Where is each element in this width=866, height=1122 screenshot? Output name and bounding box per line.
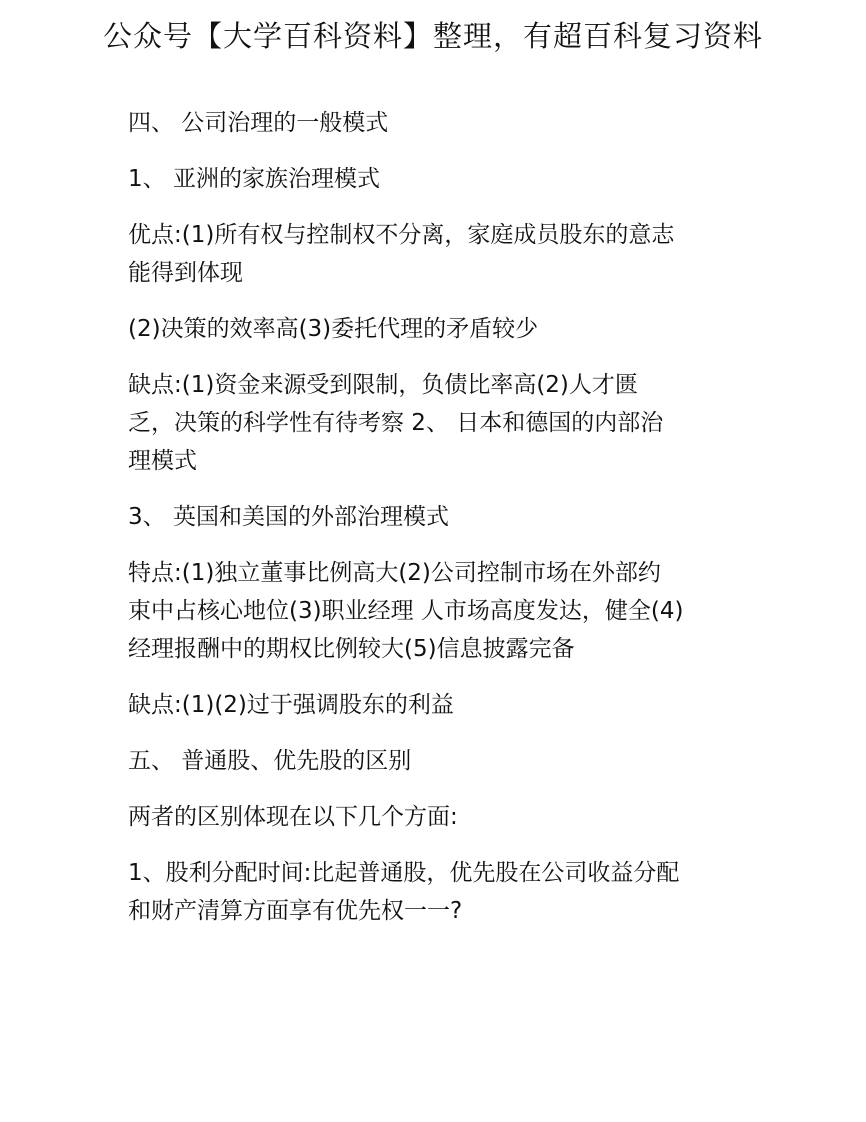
text-line: (2)决策的效率高(3)委托代理的矛盾较少: [128, 316, 539, 342]
text-line: 3、 英国和美国的外部治理模式: [128, 504, 449, 530]
text-line: 五、 普通股、优先股的区别: [128, 748, 412, 774]
subheading-uk-us-external-model: [128, 498, 768, 536]
text-line: 经理报酬中的期权比例较大(5)信息披露完备: [128, 636, 575, 662]
paragraph-features: [128, 554, 768, 668]
text-line: 能得到体现: [128, 260, 243, 286]
text-line: 缺点:(1)资金来源受到限制，负债比率高(2)人才匮: [128, 372, 638, 398]
text-line: 理模式: [128, 448, 197, 474]
subheading-asian-family-model: [128, 160, 768, 198]
paragraph-advantages: [128, 216, 768, 292]
paragraph-advantages-continued: [128, 310, 768, 348]
section-heading-stock-differences: [128, 742, 768, 780]
document-body: [128, 104, 768, 948]
text-line: 四、 公司治理的一般模式: [128, 110, 389, 136]
text-line: 特点:(1)独立董事比例高大(2)公司控制市场在外部约: [128, 560, 661, 586]
paragraph-disadvantages: [128, 366, 768, 480]
text-line: 1、股利分配时间:比起普通股，优先股在公司收益分配: [128, 860, 680, 886]
paragraph-dividend-timing: [128, 854, 768, 930]
page-header: 公众号【大学百科资料】整理，有超百科复习资料: [102, 19, 763, 53]
section-heading-governance-models: [128, 104, 768, 142]
paragraph-disadvantages-external: [128, 686, 768, 724]
text-line: 束中占核心地位(3)职业经理 人市场高度发达，健全(4): [128, 598, 684, 624]
text-line: 两者的区别体现在以下几个方面:: [128, 804, 458, 830]
text-line: 和财产清算方面享有优先权一一?: [128, 898, 463, 924]
text-line: 1、 亚洲的家族治理模式: [128, 166, 380, 192]
paragraph-intro-differences: [128, 798, 768, 836]
text-line: 优点:(1)所有权与控制权不分离，家庭成员股东的意志: [128, 222, 675, 248]
text-line: 缺点:(1)(2)过于强调股东的利益: [128, 692, 454, 718]
text-line: 乏，决策的科学性有待考察 2、 日本和德国的内部治: [128, 410, 664, 436]
